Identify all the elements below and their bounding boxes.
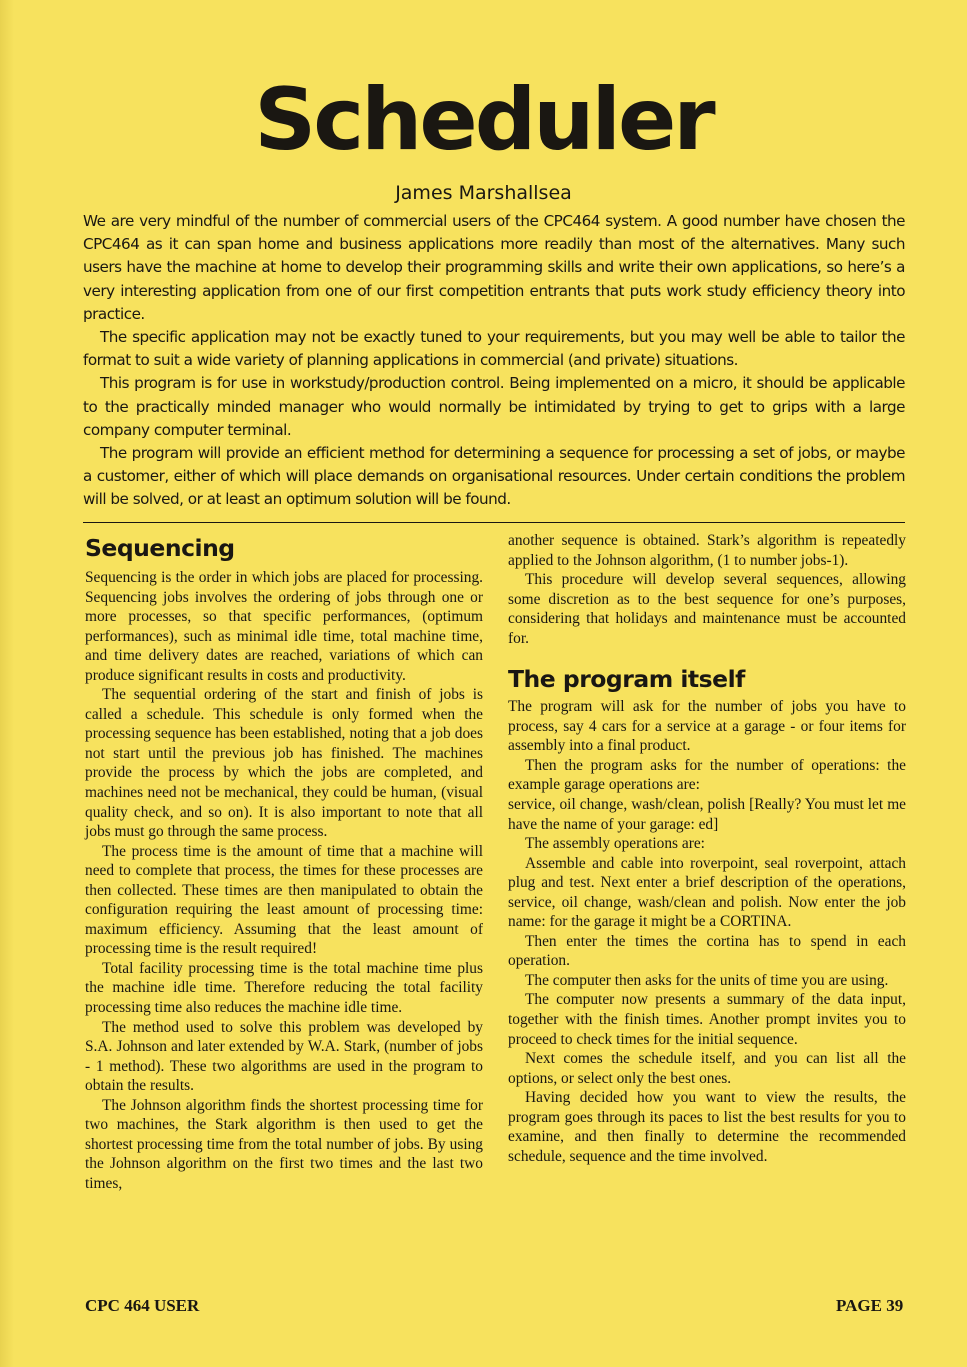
page-number: PAGE 39 [836, 1296, 904, 1315]
body-paragraph: The computer now presents a summary of the data input, together with the finish times. Another prompt invites you to proceed to check times for the initial sequence. [508, 991, 906, 1048]
body-paragraph: The method used to solve this problem was developed by S.A. Johnson and later extended by W.A. Stark, (number of jobs - 1 method). These two algorithms are used in the program to obtain the results. [85, 1018, 483, 1095]
body-paragraph: The process time is the amount of time that a machine will need to complete that process, the times for these processes are then collected. These times are then manipulated to obtain the configuration requiring the least amount of processing time: maximum efficiency. Assuming that the least amount of processing time is the result required! [85, 842, 483, 958]
body-paragraph: Assemble and cable into roverpoint, seal roverpoint, attach plug and test. Next enter a brief description of the operations, service, oil change, wash/clean and polish. Now enter the job name: for the garage it might be a CORTINA. [508, 854, 906, 931]
body-paragraph: service, oil change, wash/clean, polish [Really? You must let me have the name of your garage: ed] [508, 796, 906, 833]
body-paragraph: This procedure will develop several sequences, allowing some discretion as to the best sequence for one’s purposes, considering that holidays and maintenance must be accounted for. [508, 571, 906, 647]
body-paragraph: Next comes the schedule itself, and you can list all the options, or select only the best ones. [508, 1050, 906, 1087]
intro-paragraph: This program is for use in workstudy/production control. Being implemented on a micro, it should be applicable to the practically minded manager who would normally be intimidated by trying to get to grips with a large company computer terminal. [83, 374, 905, 439]
intro-text [83, 210, 905, 512]
body-paragraph: The assembly operations are: [525, 835, 705, 853]
article-author: James Marshallsea [395, 182, 572, 204]
intro-paragraph: The specific application may not be exactly tuned to your requirements, but you may well be able to tailor the format to suit a wide variety of planning applications in commercial (and private) situations. [83, 328, 905, 370]
body-paragraph: The program will ask for the number of jobs you have to process, say 4 cars for a service at a garage - or four items for assembly into a final product. [508, 698, 906, 755]
body-paragraph: another sequence is obtained. Stark’s algorithm is repeatedly applied to the Johnson algorithm, (1 to number jobs-1). [508, 532, 906, 569]
section-divider [83, 522, 905, 523]
body-paragraph: The sequential ordering of the start and finish of jobs is called a schedule. This schedule is only formed when the processing sequence has been established, noting that a job does not start until the previous job has finished. The machines provide the process by which the jobs are completed, and machines need not be mechanical, they could be human, (visual quality check, and so on). It is also important to note that all jobs must go through the same process. [85, 686, 483, 841]
body-paragraph: Total facility processing time is the total machine time plus the machine idle time. Therefore reducing the total facility processing time also reduces the machine idle time. [85, 959, 483, 1017]
body-paragraph: The computer then asks for the units of time you are using. [525, 971, 889, 989]
article-title: Scheduler [254, 70, 713, 170]
left-column [85, 531, 483, 1194]
program-heading: The program itself [508, 665, 745, 694]
intro-paragraph: The program will provide an efficient method for determining a sequence for processing a set of jobs, or maybe a customer, either of which will place demands on organisational resources. Under certain conditions the problem will be solved, or at least an optimum solution will be found. [83, 444, 905, 509]
magazine-name: CPC 464 USER [85, 1296, 200, 1315]
body-paragraph: Then the program asks for the number of operations: the example garage operations are: [508, 756, 906, 794]
sequencing-heading: Sequencing [85, 534, 235, 562]
body-paragraph: The Johnson algorithm finds the shortest processing time for two machines, the Stark algorithm is then used to get the shortest processing time from the total number of jobs. By using the Johnson algorithm on the first two times and the last two times, [85, 1096, 483, 1192]
intro-paragraph: We are very mindful of the number of commercial users of the CPC464 system. A good number have chosen the CPC464 as it can span home and business applications more readily than most of the alternatives. Many such users have the machine at home to develop their programming skills and write their own applications, so here’s a very interesting application from one of our first competition entrants that puts work study efficiency theory into practice. [83, 212, 905, 323]
body-paragraph: Having decided how you want to view the results, the program goes through its paces to list the best results for you to examine, and then finally to determine the recommended schedule, sequence and the time involved. [508, 1089, 906, 1165]
body-paragraph: Then enter the times the cortina has to spend in each operation. [508, 932, 906, 970]
right-column [508, 531, 906, 1166]
body-paragraph: Sequencing is the order in which jobs are placed for processing. Sequencing jobs involves the ordering of jobs through one or more processes, so that specific performances, (optimum performances), such as minimal idle time, total machine time, and time delivery dates are reached, variations of which can produce significant results in costs and productivity. [85, 569, 483, 684]
